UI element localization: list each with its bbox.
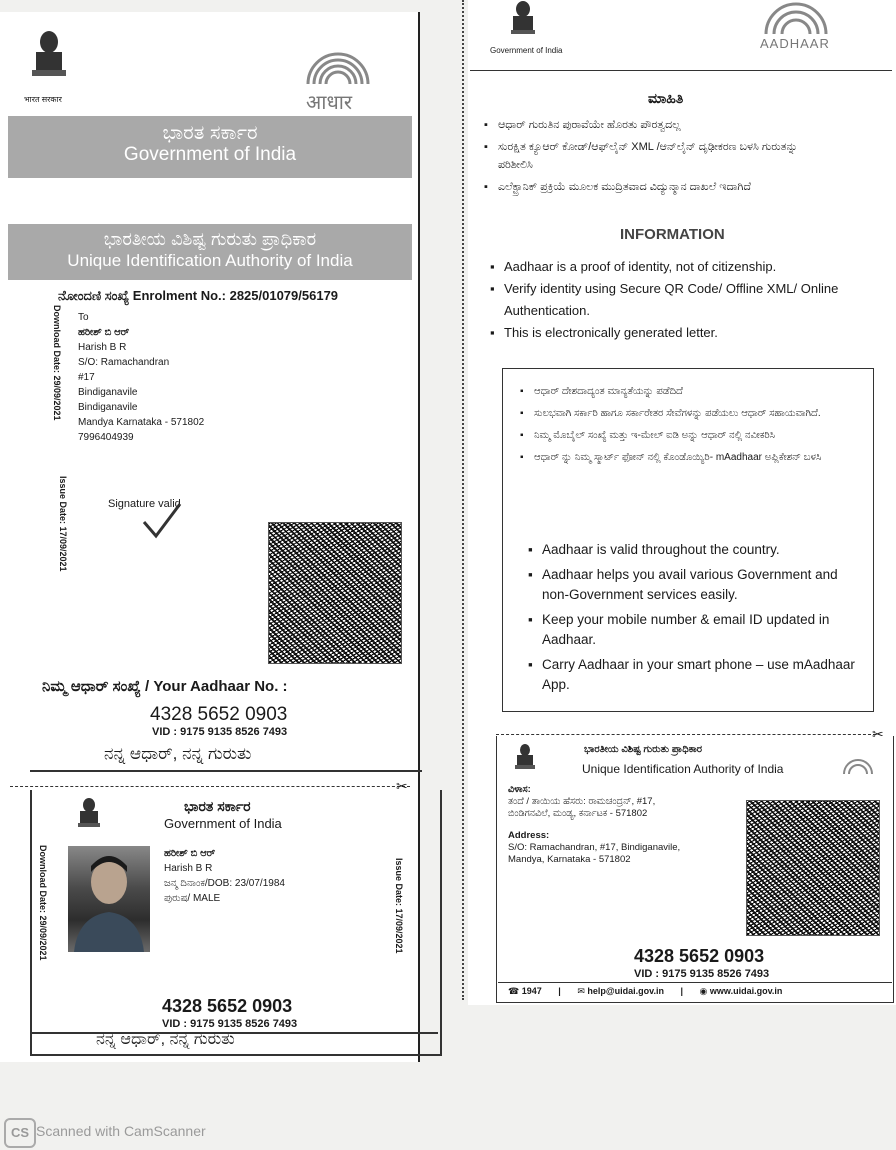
- cut-line: [10, 786, 410, 787]
- box-item: ▪ Keep your mobile number & email ID updated in Aadhaar.: [528, 610, 858, 650]
- address-block: [78, 310, 204, 445]
- qr-code: [746, 800, 880, 936]
- aadhaar-number-label: ನಿಮ್ಮ ಆಧಾರ್ ಸಂಖ್ಯೆ / Your Aadhaar No. :: [42, 678, 288, 695]
- info-item: ▪ ಆಧಾರ್ ಗುರುತಿನ ಪುರಾವೆಯೇ ಹೊರತು ಪೌರತ್ವದಲ್ಲ: [484, 116, 814, 134]
- box-item: ▪ ನಿಮ್ಮ ಮೊಬೈಲ್ ಸಂಖ್ಯೆ ಮತ್ತು ಇ-ಮೇಲ್ ಐಡಿ ಅನ್ನು ಆಧಾರ್ ನಲ್ಲಿ ನವೀಕರಿಸಿ: [520, 428, 850, 444]
- issue-date-vertical: Issue Date: 17/09/2021: [58, 476, 68, 572]
- card-gender: ಪುರುಷ/ MALE: [164, 893, 221, 904]
- card-aadhaar-number: 4328 5652 0903: [162, 996, 293, 1016]
- card-gov-english: Government of India: [164, 816, 282, 831]
- info-item: ▪ Aadhaar is a proof of identity, not of citizenship.: [490, 256, 880, 278]
- address-line: Bindiganavile: [78, 387, 138, 398]
- address-english: S/O: Ramachandran, #17, Bindiganavile, Mandya, Karnataka - 571802: [508, 842, 681, 865]
- aadhaar-logo-icon: [756, 0, 836, 36]
- card-vid: VID : 9175 9135 8526 7493: [162, 1018, 298, 1030]
- aadhaar-number: 4328 5652 0903: [150, 704, 288, 725]
- cut-line: [496, 734, 876, 735]
- card-name: Harish B R: [164, 863, 213, 874]
- box-item: ▪ ಆಧಾರ್ ದೇಶದಾದ್ಯಂತ ಮಾನ್ಯತೆಯನ್ನು ಪಡೆದಿದೆ: [520, 384, 850, 400]
- back-address-block: [508, 784, 740, 866]
- card-download-date: Download Date: 29/09/2021: [38, 845, 48, 961]
- back-vid: VID : 9175 9135 8526 7493: [634, 968, 770, 980]
- national-emblem-icon: [28, 28, 70, 88]
- box-item: ▪ ಸುಲಭವಾಗಿ ಸರ್ಕಾರಿ ಹಾಗೂ ಸರ್ಕಾರೇತರ ಸೇವೆಗಳನ್ನು ಪಡೆಯಲು ಆಧಾರ್ ಸಹಾಯವಾಗಿದೆ.: [520, 406, 850, 422]
- aadhaar-logo-text: AADHAAR: [760, 36, 830, 51]
- website[interactable]: www.uidai.gov.in: [709, 986, 783, 996]
- email[interactable]: help@uidai.gov.in: [587, 986, 664, 996]
- uidai-band: [8, 224, 412, 280]
- box-kannada-list: [520, 384, 850, 466]
- box-item: ▪ ಆಧಾರ್ ನ್ನು ನಿಮ್ಮ ಸ್ಮಾರ್ಟ್ ಫೋನ್ ನಲ್ಲಿ ಕೊಂಡೊಯ್ಯಿರಿ- mAadhaar ಅಪ್ಲಿಕೇಶನ್ ಬಳಸಿ: [520, 450, 850, 466]
- address-kannada: ತಂದೆ / ತಾಯಿಯ ಹೆಸರು: ರಾಮಚಂದ್ರನ್, #17, ಬಿಂಡಿಗನವಿಲೆ, ಮಂಡ್ಯ, ಕರ್ನಾಟಕ - 571802: [508, 796, 656, 819]
- uidai-kannada: ಭಾರತೀಯ ವಿಶಿಷ್ಟ ಗುರುತು ಪ್ರಾಧಿಕಾರ: [103, 229, 317, 249]
- back-uidai-kannada: ಭಾರತೀಯ ವಿಶಿಷ್ಟ ಗುರುತು ಪ್ರಾಧಿಕಾರ: [584, 744, 703, 755]
- address-line: To: [78, 312, 89, 323]
- address-label: Address:: [508, 830, 550, 841]
- qr-code: [268, 522, 402, 664]
- gov-english: Government of India: [123, 144, 297, 165]
- card-name-kannada: ಹರೀಶ್ ಬಿ ಆರ್: [164, 848, 216, 859]
- camscanner-watermark: Scanned with CamScanner: [36, 1123, 206, 1139]
- info-item: ▪ Verify identity using Secure QR Code/ Offline XML/ Online Authentication.: [490, 278, 880, 322]
- card-dob: ಜನ್ಮ ದಿನಾಂಕ/DOB: 23/07/1984: [164, 878, 285, 889]
- address-line: Mandya Karnataka - 571802: [78, 417, 205, 428]
- address-line: Bindiganavile: [78, 402, 138, 413]
- footer-rule: [498, 982, 892, 983]
- national-emblem-icon: [76, 796, 102, 832]
- address-line: S/O: Ramachandran: [78, 357, 170, 368]
- aadhaar-logo-icon: [296, 40, 380, 90]
- divider-line: [30, 770, 422, 772]
- box-item: ▪ Aadhaar is valid throughout the country.: [528, 540, 858, 560]
- address-line: #17: [78, 372, 95, 383]
- vid-number: VID : 9175 9135 8526 7493: [152, 726, 288, 738]
- english-info-list: [490, 256, 880, 344]
- government-band: [8, 116, 412, 178]
- gov-kannada: ಭಾರತ ಸರ್ಕಾರ: [162, 122, 258, 144]
- aadhaar-logo-icon: [838, 750, 878, 778]
- signature-valid: Signature valid: [108, 498, 181, 510]
- national-emblem-icon: [508, 0, 538, 40]
- box-item: ▪ Aadhaar helps you avail various Government and non-Government services easily.: [528, 565, 858, 605]
- contact-footer: ☎ 1947 | ✉ help@uidai.gov.in | ◉ www.uidai.gov.in: [508, 986, 783, 996]
- scissors-icon: ✂: [396, 778, 408, 794]
- right-emblem-caption: Government of India: [490, 46, 563, 55]
- scissors-icon: ✂: [872, 726, 884, 742]
- info-item: ▪ This is electronically generated letter.: [490, 322, 880, 344]
- enrolment-number: ನೋಂದಣಿ ಸಂಖ್ಯೆ Enrolment No.: 2825/01079/56179: [58, 288, 339, 303]
- camscanner-logo: CS: [4, 1118, 36, 1148]
- national-emblem-icon: [514, 742, 536, 774]
- phone-icon: ☎: [508, 986, 522, 996]
- address-line: 7996404939: [78, 432, 134, 443]
- emblem-caption: भारत सरकार: [24, 95, 62, 104]
- slogan: ನನ್ನ ಆಧಾರ್, ನನ್ನ ಗುರುತು: [104, 744, 252, 763]
- back-aadhaar-number: 4328 5652 0903: [634, 946, 765, 966]
- card-gov-kannada: ಭಾರತ ಸರ್ಕಾರ: [184, 798, 251, 814]
- box-english-list: [528, 540, 858, 695]
- globe-icon: ◉: [699, 986, 710, 996]
- information-heading: INFORMATION: [620, 226, 725, 243]
- address-label-kannada: ವಿಳಾಸ:: [508, 784, 531, 795]
- header-rule: [470, 70, 892, 71]
- checkmark-icon: [140, 500, 184, 540]
- info-item: ▪ ಸುರಕ್ಷಿತ ಕ್ಯೂಆರ್ ಕೋಡ್/ಆಫ್‌ಲೈನ್ XML /ಆನ್‌ಲೈನ್ ದೃಢೀಕರಣ ಬಳಸಿ ಗುರುತನ್ನು ಪರಿಶೀಲಿಸಿ: [484, 138, 814, 174]
- aadhaar-logo-text: आधार: [306, 92, 353, 114]
- kannada-info-list: [484, 116, 814, 196]
- uidai-english: Unique Identification Authority of India: [67, 251, 353, 270]
- address-line: Harish B R: [78, 342, 127, 353]
- photo: [68, 846, 150, 952]
- back-uidai-english: Unique Identification Authority of India: [582, 762, 784, 776]
- person-silhouette-icon: [68, 846, 150, 952]
- mail-icon: ✉: [577, 986, 588, 996]
- card-slogan: ನನ್ನ ಆಧಾರ್, ನನ್ನ ಗುರುತು: [96, 1031, 235, 1048]
- fold-line: [462, 0, 464, 1000]
- address-line: ಹರೀಶ್ ಬಿ ಆರ್: [78, 327, 130, 338]
- phone-number: 1947: [521, 986, 542, 996]
- download-date-vertical: Download Date: 29/09/2021: [52, 305, 62, 421]
- card-details: [164, 846, 285, 906]
- box-item: ▪ Carry Aadhaar in your smart phone – use mAadhaar App.: [528, 655, 858, 695]
- info-item: ▪ ಎಲೆಕ್ಟ್ರಾನಿಕ್ ಪ್ರಕ್ರಿಯೆ ಮೂಲಕ ಮುದ್ರಿತವಾದ ವಿದ್ಯುನ್ಮಾನ ದಾಖಲೆ ಇದಾಗಿದೆ: [484, 178, 814, 196]
- mahiti-heading: ಮಾಹಿತಿ: [648, 90, 684, 106]
- card-issue-date: Issue Date: 17/09/2021: [394, 858, 404, 954]
